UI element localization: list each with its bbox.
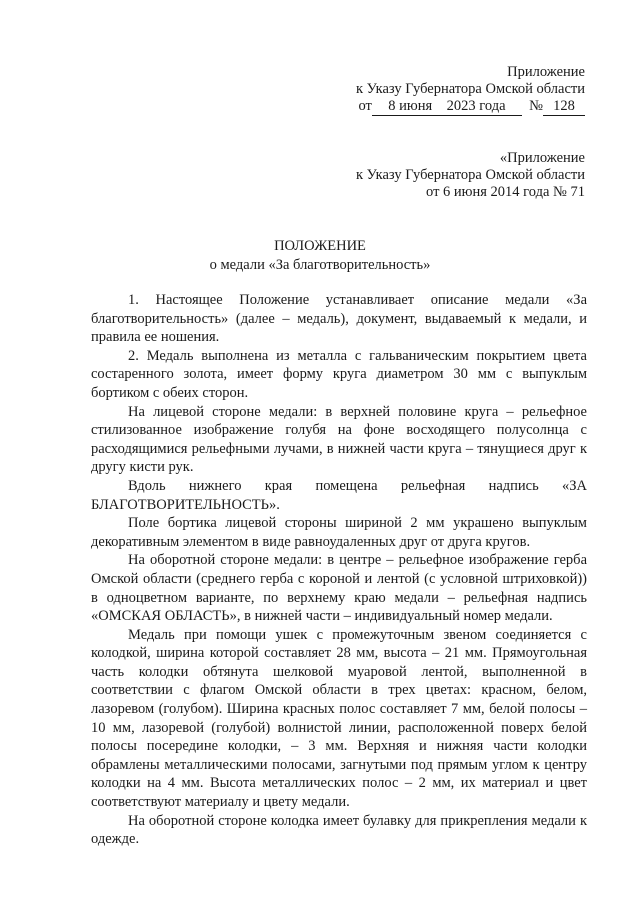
date-field <box>372 98 522 116</box>
appendix-label: Приложение <box>507 64 585 80</box>
decree-reference: к Указу Губернатора Омской области <box>355 81 585 97</box>
appendix-header <box>356 64 585 116</box>
quoted-date-line: от 6 июня 2014 года № 71 <box>426 184 585 200</box>
quoted-appendix-header <box>356 150 585 201</box>
year-value: 2023 года <box>446 98 506 114</box>
from-label: от <box>358 98 372 114</box>
number-label: № <box>529 98 543 114</box>
document-subtitle: о медали «За благотворительность» <box>209 257 431 273</box>
date-value: 8 июня <box>388 98 433 114</box>
paragraph: Медаль при помощи ушек с промежуточным звеном соединяется с колодкой, ширина которой составляет 28 мм, высота – 21 мм. Прямоугольная часть колодки обтянута шелковой муаровой лентой, выполненной в соответствии с флагом Омской области в трех цветах: красном, белом, лазоревом (голубом). Ширина красных полос составляет 7 мм, белой полосы – 10 мм, лазоревой (голубой) волнистой линии, расположенной поверх белой полосы посередине колодки, – 3 мм. Верхняя и нижняя части колодки обрамлены металлическими полосами, загнутыми под прямым углом к центру колодки на 4 мм. Высота металлических полос – 2 мм, их материал и цвет соответствуют материалу и цвету медали. <box>91 626 587 811</box>
document-body <box>91 291 587 849</box>
number-value: 128 <box>553 98 575 114</box>
decree-date-line <box>356 98 585 116</box>
paragraph: Вдоль нижнего края помещена рельефная надпись «ЗА БЛАГОТВОРИТЕЛЬНОСТЬ». <box>91 477 587 513</box>
paragraph: 1. Настоящее Положение устанавливает описание медали «За благотворительность» (далее – медаль), документ, выдаваемый к медали, и правила ее ношения. <box>91 292 587 346</box>
paragraph: На оборотной стороне медали: в центре – рельефное изображение герба Омской области (среднего герба с короной и лентой (с условной штриховкой)) в одноцветном варианте, по верхнему краю медали – рельефная надпись «ОМСКАЯ ОБЛАСТЬ», в нижней части – индивидуальный номер медали. <box>91 552 587 625</box>
paragraph: 2. Медаль выполнена из металла с гальваническим покрытием цвета состаренного золота, имеет форму круга диаметром 30 мм с выпуклым бортиком с обеих сторон. <box>91 347 587 401</box>
paragraph: На лицевой стороне медали: в верхней половине круга – рельефное стилизованное изображение голубя на фоне восходящего полусолнца с расходящимися рельефными лучами, в нижней части круга – тянущиеся друг к другу кисти рук. <box>91 403 587 476</box>
paragraph: На оборотной стороне колодка имеет булавку для прикрепления медали к одежде. <box>91 812 587 848</box>
document-title: ПОЛОЖЕНИЕ <box>274 238 366 254</box>
quoted-decree-reference: к Указу Губернатора Омской области <box>355 167 585 183</box>
number-field <box>543 98 585 116</box>
paragraph: Поле бортика лицевой стороны шириной 2 мм украшено выпуклым декоративным элементом в виде равноудаленных друг от друга кругов. <box>91 515 587 550</box>
quoted-appendix-label: «Приложение <box>499 150 585 166</box>
